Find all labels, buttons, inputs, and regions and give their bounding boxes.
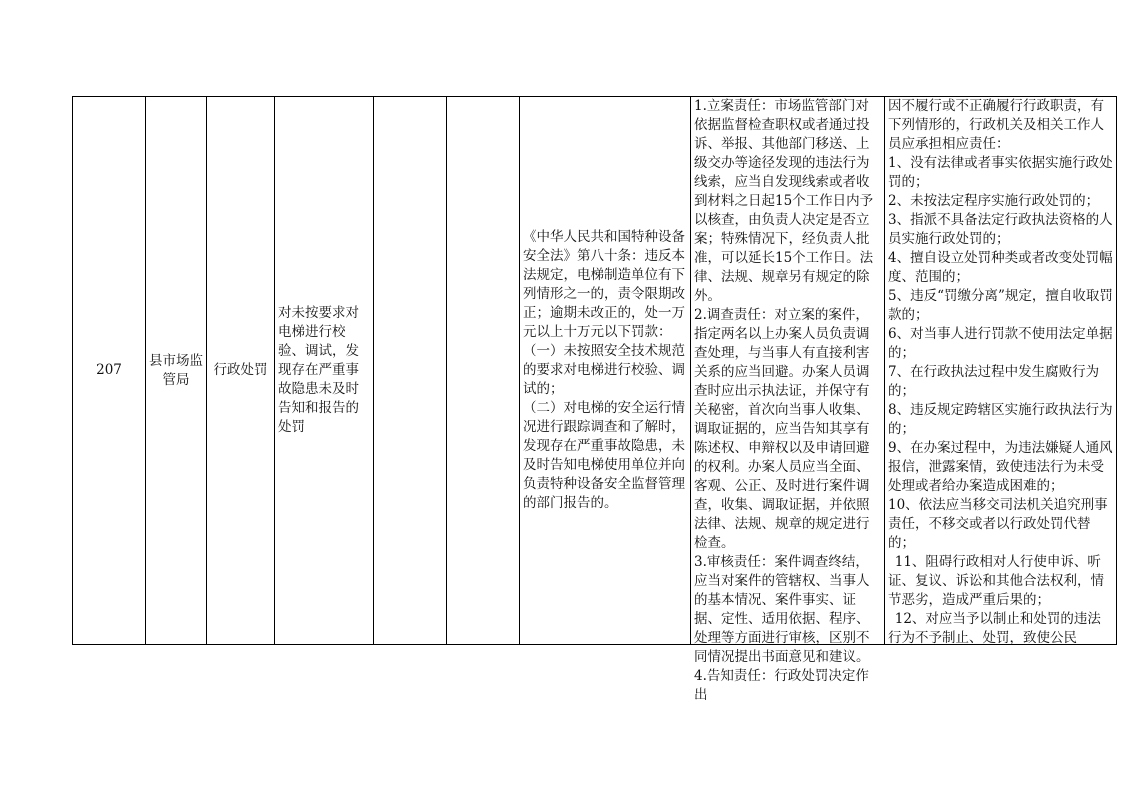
responsibility-paragraph: 3.审核责任：案件调查终结，应当对案件的管辖权、当事人的基本情况、案件事实、证据、定性、适用依据、程序、处理等方面进行审核，区别不同情况提出书面意见和建议。 — [694, 554, 870, 665]
accountability-paragraph: 9、在办案过程中，为违法嫌疑人通风报信，泄露案情，致使违法行为未受处理或者给办案造成困难的； — [888, 440, 1113, 494]
responsibility-paragraph: 1.立案责任：市场监管部门对依据监督检查职权或者通过投诉、举报、其他部门移送、上级交办等途径发现的违法行为线索，应当自发现线索或者收到材料之日起15个工作日内予以核查，由负责人决定是否立案；特殊情况下，经负责人批准，可以延长15个工作日。法律、法规、规章另有规定的除外。 — [694, 98, 874, 304]
responsibility-cell — [691, 97, 885, 703]
department: 县市场监管局 — [149, 352, 203, 388]
item-name: 对未按要求对电梯进行校验、调试，发现存在严重事故隐患未及时告知和报告的处罚 — [278, 305, 359, 435]
accountability-paragraph: 7、在行政执法过程中发生腐败行为的； — [888, 364, 1100, 399]
accountability-paragraph: 11、阻碍行政相对人行使申诉、听证、复议、诉讼和其他合法权利，情节恶劣，造成严重后果的； — [888, 554, 1104, 608]
sub-item-cell — [374, 97, 447, 645]
accountability-paragraph: 10、依法应当移交司法机关追究刑事责任，不移交或者以行政处罚代替的； — [888, 497, 1108, 551]
table-row — [73, 97, 1117, 645]
accountability-paragraph: 1、没有法律或者事实依据实施行政处罚的； — [888, 155, 1113, 190]
extra-cell — [447, 97, 520, 645]
data-table — [72, 96, 1117, 703]
accountability-paragraph: 3、指派不具备法定行政执法资格的人员实施行政处罚的； — [888, 212, 1113, 247]
accountability-paragraph: 6、对当事人进行罚款不使用法定单据的； — [888, 326, 1113, 361]
item-cell — [275, 97, 374, 645]
department-cell — [146, 97, 207, 645]
accountability-paragraph: 4、擅自设立处罚种类或者改变处罚幅度、范围的； — [888, 250, 1113, 285]
row-number: 207 — [96, 362, 122, 378]
type-cell — [207, 97, 275, 645]
responsibility-paragraph: 4.告知责任：行政处罚决定作出 — [694, 668, 869, 703]
accountability-paragraph: 8、违反规定跨辖区实施行政执法行为的； — [888, 402, 1113, 437]
accountability-paragraph: 5、违反“罚缴分离”规定，擅自收取罚款的； — [888, 288, 1113, 323]
legal-basis-paragraph: （二）对电梯的安全运行情况进行跟踪调查和了解时，发现存在严重事故隐患，未及时告知电梯使用单位并向负责特种设备安全监督管理的部门报告的。 — [523, 400, 685, 511]
responsibility-paragraph: 2.调查责任：对立案的案件，指定两名以上办案人员负责调查处理，与当事人有直接利害关系的应当回避。办案人员调查时应出示执法证，并保守有关秘密，首次向当事人收集、调取证据的，应当告知其享有陈述权、申辩权以及申请回避的权利。办案人员应当全面、客观、公正、及时进行案件调查，收集、调取证据，并依照法律、法规、规章的规定进行检查。 — [694, 307, 870, 551]
accountability-paragraph: 因不履行或不正确履行行政职责，有下列情形的，行政机关及相关工作人员应承担相应责任： — [888, 98, 1104, 152]
extra — [447, 97, 519, 644]
sub-item — [374, 97, 446, 644]
accountability-paragraph: 2、未按法定程序实施行政处罚的； — [888, 193, 1100, 209]
accountability-cell — [885, 97, 1117, 645]
accountability-paragraph: 12、对应当予以制止和处罚的违法行为不予制止、处罚，致使公民 — [888, 611, 1101, 646]
row-number-cell — [73, 97, 146, 645]
type: 行政处罚 — [213, 362, 268, 378]
legal-basis-paragraph: 《中华人民共和国特种设备安全法》第八十条：违反本法规定，电梯制造单位有下列情形之一的，责令限期改正；逾期未改正的，处一万元以上十万元以下罚款：（一）未按照安全技术规范的要求对电梯进行校验、调试的； — [523, 229, 685, 397]
legal-basis-cell — [520, 97, 691, 645]
